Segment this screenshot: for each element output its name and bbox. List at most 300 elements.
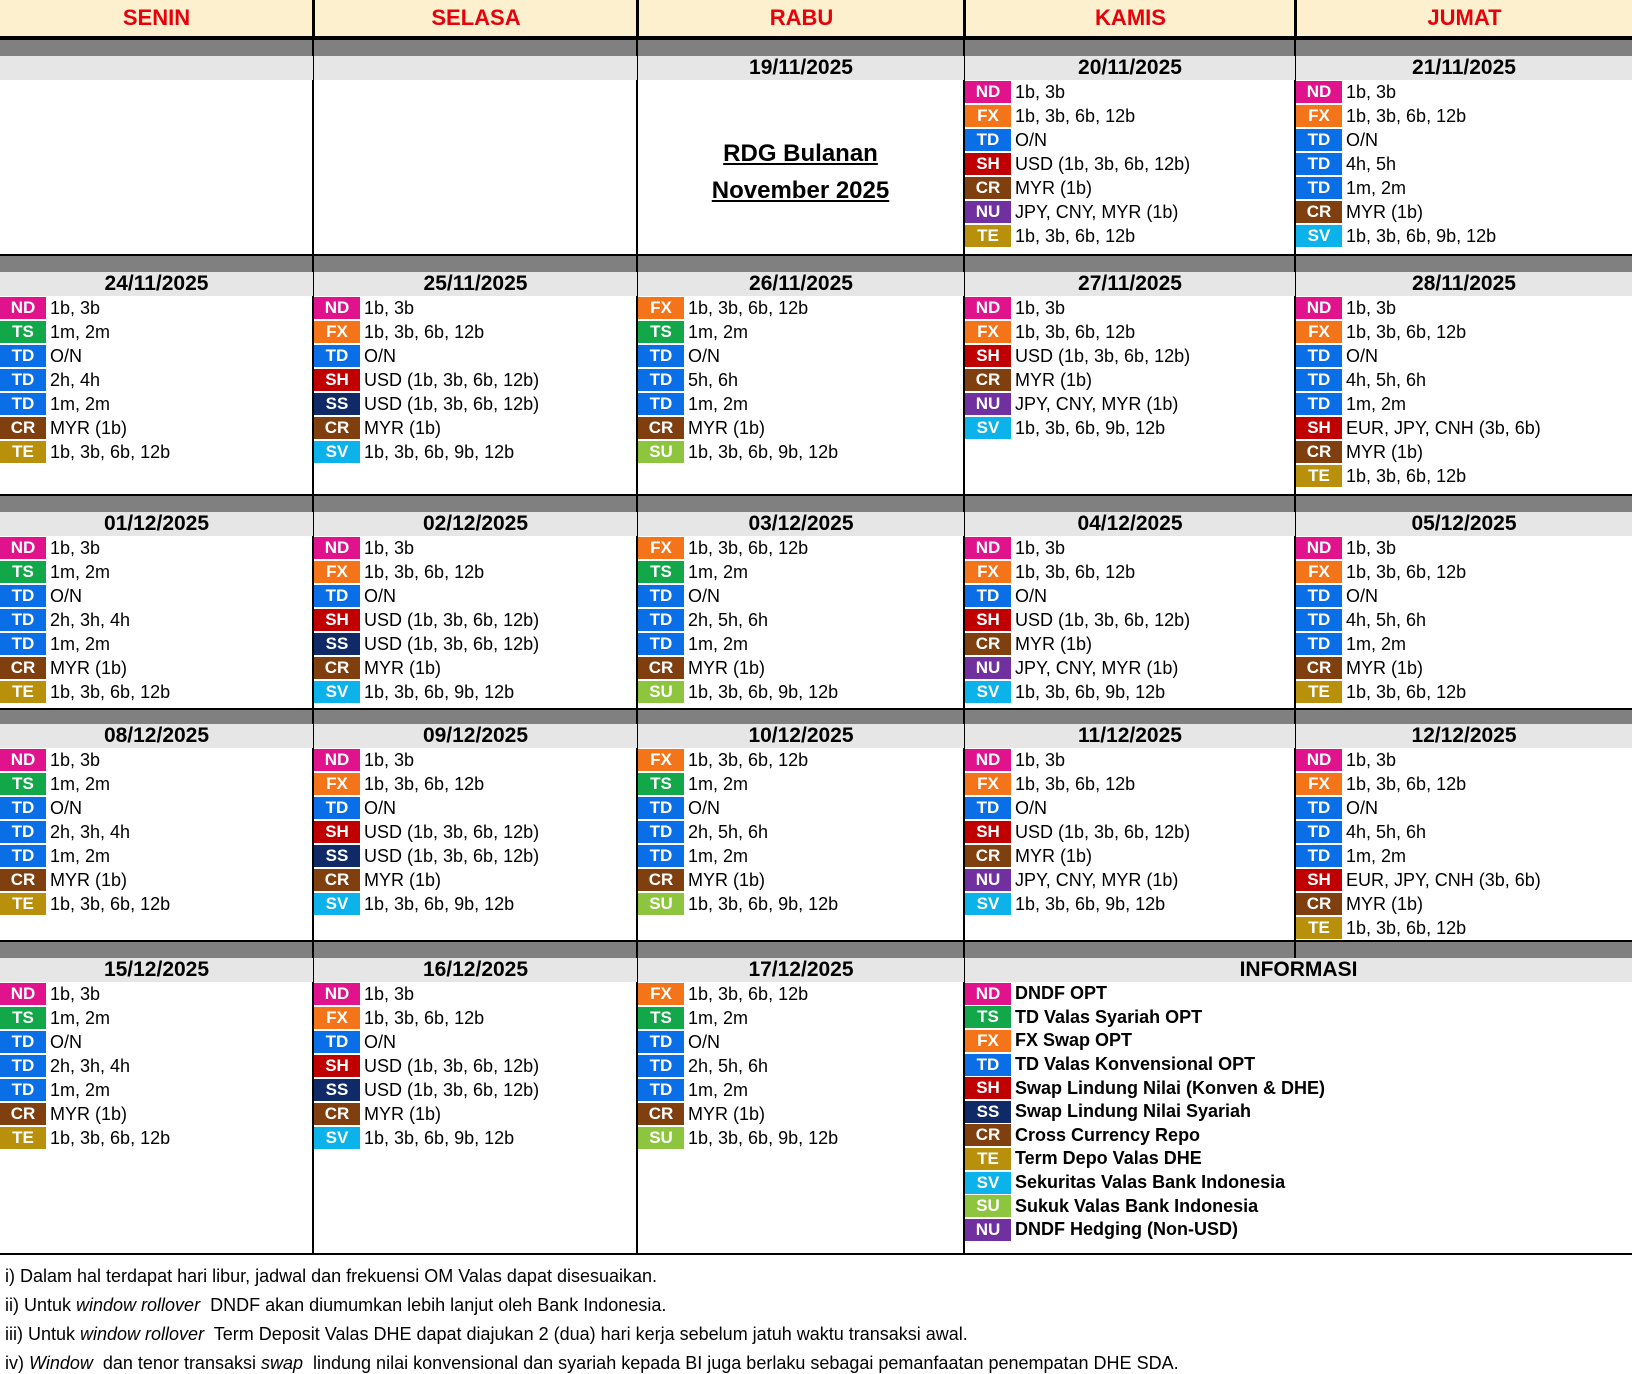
tenor-text: MYR (1b) [688, 417, 766, 438]
schedule-row [965, 656, 1295, 680]
product-code-badge: TD [314, 797, 360, 819]
schedule-row [638, 392, 964, 416]
schedule-row [0, 440, 313, 464]
schedule-row [0, 844, 313, 868]
product-code-badge: TD [1296, 177, 1342, 199]
schedule-row [638, 656, 964, 680]
product-code-badge: ND [314, 297, 360, 319]
rdg-line-1: RDG Bulanan [723, 140, 878, 167]
tenor-text: 1b, 3b, 6b, 12b [1346, 681, 1467, 702]
tenor-text: 1b, 3b, 6b, 9b, 12b [688, 681, 839, 702]
schedule-row [314, 416, 637, 440]
day-cell [0, 724, 313, 916]
date-header [314, 56, 637, 80]
product-code-badge: TD [0, 345, 46, 367]
legend-item [965, 1218, 1632, 1242]
day-cell [965, 512, 1295, 704]
schedule-row [965, 296, 1295, 320]
day-cell [638, 56, 964, 80]
schedule-row [638, 1006, 964, 1030]
legend-item [965, 1053, 1632, 1077]
legend-title: INFORMASI [965, 958, 1632, 982]
legend-item [965, 1100, 1632, 1124]
footnote-segment: i) Dalam hal terdapat hari libur, jadwal dan frekuensi OM Valas dapat disesuaikan. [5, 1266, 658, 1286]
schedule-row [314, 868, 637, 892]
product-code-badge: SV [965, 417, 1011, 439]
schedule-row [638, 608, 964, 632]
tenor-text: 1b, 3b [50, 297, 101, 318]
tenor-text: 1m, 2m [688, 1007, 749, 1028]
schedule-row [0, 982, 313, 1006]
tenor-text: 1b, 3b [50, 749, 101, 770]
schedule-row [1296, 916, 1632, 940]
week-separator [0, 708, 1632, 724]
tenor-text: 1b, 3b, 6b, 12b [50, 893, 171, 914]
product-code-badge: TE [1296, 465, 1342, 487]
product-code-badge: TD [638, 821, 684, 843]
schedule-row [638, 416, 964, 440]
product-code-badge: CR [638, 869, 684, 891]
tenor-text: 1b, 3b, 6b, 12b [1346, 105, 1467, 126]
tenor-text: 4h, 5h, 6h [1346, 369, 1427, 390]
week-separator [0, 494, 1632, 512]
product-code-badge: CR [0, 1103, 46, 1125]
tenor-text: 1b, 3b, 6b, 12b [50, 681, 171, 702]
schedule-row [1296, 584, 1632, 608]
date-header: 28/11/2025 [1296, 272, 1632, 296]
schedule-row [638, 584, 964, 608]
tenor-text: 1b, 3b, 6b, 12b [1346, 321, 1467, 342]
tenor-text: 1m, 2m [50, 773, 111, 794]
tenor-text: MYR (1b) [1015, 177, 1093, 198]
legend-item [965, 1147, 1632, 1171]
tenor-text: 1b, 3b, 6b, 12b [1346, 465, 1467, 486]
product-code-badge: FX [638, 537, 684, 559]
schedule-row [1296, 344, 1632, 368]
schedule-row [965, 80, 1295, 104]
tenor-text: 2h, 5h, 6h [688, 821, 769, 842]
schedule-row [0, 368, 313, 392]
tenor-text: 1b, 3b, 6b, 12b [688, 537, 809, 558]
product-code-badge: NU [965, 201, 1011, 223]
tenor-text: EUR, JPY, CNH (3b, 6b) [1346, 417, 1541, 438]
product-code-badge: SV [314, 441, 360, 463]
schedule-row [1296, 892, 1632, 916]
schedule-row [638, 796, 964, 820]
tenor-text: USD (1b, 3b, 6b, 12b) [364, 633, 540, 654]
tenor-text: 1m, 2m [50, 845, 111, 866]
product-code-badge: CR [0, 417, 46, 439]
product-code-badge: TD [965, 1054, 1011, 1076]
product-code-badge: ND [965, 81, 1011, 103]
product-code-badge: NU [965, 657, 1011, 679]
tenor-text: 1m, 2m [688, 845, 749, 866]
tenor-text: 1m, 2m [688, 633, 749, 654]
product-code-badge: TD [965, 129, 1011, 151]
schedule-row [314, 296, 637, 320]
date-header: 04/12/2025 [965, 512, 1295, 536]
rdg-line-2: November 2025 [711, 177, 890, 204]
product-code-badge: TD [0, 1055, 46, 1077]
day-cell [965, 56, 1295, 248]
legend-item [965, 1124, 1632, 1148]
information-legend [965, 958, 1632, 1242]
product-code-badge: SU [638, 893, 684, 915]
date-header: 20/11/2025 [965, 56, 1295, 80]
tenor-text: 2h, 3h, 4h [50, 1055, 131, 1076]
tenor-text: 1b, 3b, 6b, 9b, 12b [688, 893, 839, 914]
legend-item [965, 982, 1632, 1006]
schedule-row [1296, 820, 1632, 844]
tenor-text: 1b, 3b [364, 537, 415, 558]
product-code-badge: TE [965, 1148, 1011, 1170]
product-code-badge: CR [1296, 657, 1342, 679]
footnote-4 [5, 1349, 1179, 1374]
tenor-text: MYR (1b) [50, 869, 128, 890]
product-code-badge: CR [965, 177, 1011, 199]
tenor-text: 1b, 3b, 6b, 9b, 12b [364, 681, 515, 702]
schedule-row [965, 320, 1295, 344]
product-code-badge: SH [1296, 869, 1342, 891]
schedule-row [0, 892, 313, 916]
tenor-text: 1b, 3b [50, 537, 101, 558]
product-code-badge: FX [638, 983, 684, 1005]
schedule-row [314, 440, 637, 464]
legend-label: Term Depo Valas DHE [1015, 1148, 1202, 1169]
schedule-row [0, 560, 313, 584]
schedule-row [0, 820, 313, 844]
schedule-row [1296, 772, 1632, 796]
product-code-badge: SV [1296, 225, 1342, 247]
tenor-text: O/N [364, 797, 397, 818]
tenor-text: 1b, 3b [1346, 749, 1397, 770]
product-code-badge: FX [1296, 561, 1342, 583]
tenor-text: 1b, 3b, 6b, 9b, 12b [688, 1127, 839, 1148]
day-header-jumat: JUMAT [1295, 0, 1632, 38]
schedule-row [0, 1102, 313, 1126]
tenor-text: MYR (1b) [364, 869, 442, 890]
legend-label: Cross Currency Repo [1015, 1124, 1201, 1145]
schedule-row [0, 680, 313, 704]
tenor-text: 1b, 3b, 6b, 12b [1346, 561, 1467, 582]
schedule-row [314, 982, 637, 1006]
schedule-row [638, 1102, 964, 1126]
tenor-text: 1m, 2m [1346, 393, 1407, 414]
tenor-text: O/N [1346, 129, 1379, 150]
tenor-text: 1b, 3b, 6b, 12b [364, 773, 485, 794]
schedule-row [965, 632, 1295, 656]
day-header-senin: SENIN [0, 0, 313, 38]
product-code-badge: NU [965, 869, 1011, 891]
tenor-text: O/N [364, 585, 397, 606]
product-code-badge: TD [0, 393, 46, 415]
product-code-badge: FX [638, 749, 684, 771]
schedule-row [638, 680, 964, 704]
week-separator [0, 38, 1632, 56]
tenor-text: USD (1b, 3b, 6b, 12b) [364, 609, 540, 630]
date-header: 27/11/2025 [965, 272, 1295, 296]
product-code-badge: TE [1296, 917, 1342, 939]
legend-item [965, 1194, 1632, 1218]
tenor-text: 1m, 2m [50, 321, 111, 342]
schedule-row [314, 844, 637, 868]
schedule-row [1296, 464, 1632, 488]
schedule-row [0, 608, 313, 632]
tenor-text: MYR (1b) [688, 869, 766, 890]
day-cell [1296, 724, 1632, 940]
rdg-note [637, 135, 964, 209]
tenor-text: O/N [50, 345, 83, 366]
product-code-badge: ND [965, 297, 1011, 319]
day-cell [0, 56, 313, 80]
day-header-selasa: SELASA [313, 0, 637, 38]
tenor-text: 1b, 3b, 6b, 12b [364, 561, 485, 582]
tenor-text: O/N [1015, 797, 1048, 818]
schedule-row [0, 868, 313, 892]
product-code-badge: CR [314, 1103, 360, 1125]
tenor-text: O/N [1346, 797, 1379, 818]
legend-label: DNDF Hedging (Non-USD) [1015, 1219, 1238, 1240]
tenor-text: 1m, 2m [688, 561, 749, 582]
footnotes [5, 1262, 1179, 1374]
day-cell [314, 272, 637, 464]
tenor-text: MYR (1b) [364, 417, 442, 438]
schedule-row [1296, 536, 1632, 560]
product-code-badge: TD [0, 1079, 46, 1101]
product-code-badge: ND [314, 983, 360, 1005]
footnote-segment: dan tenor transaksi [92, 1353, 261, 1373]
schedule-row [314, 1054, 637, 1078]
tenor-text: USD (1b, 3b, 6b, 12b) [1015, 345, 1191, 366]
product-code-badge: SH [314, 369, 360, 391]
day-cell [638, 724, 964, 916]
product-code-badge: TD [638, 1079, 684, 1101]
week-separator [0, 254, 1632, 272]
tenor-text: 1b, 3b, 6b, 12b [688, 983, 809, 1004]
product-code-badge: TD [1296, 369, 1342, 391]
tenor-text: MYR (1b) [688, 1103, 766, 1124]
product-code-badge: TE [0, 681, 46, 703]
product-code-badge: FX [965, 1030, 1011, 1052]
tenor-text: MYR (1b) [1346, 201, 1424, 222]
schedule-row [638, 296, 964, 320]
product-code-badge: FX [638, 297, 684, 319]
day-cell [314, 958, 637, 1150]
schedule-row [0, 796, 313, 820]
tenor-text: 1b, 3b, 6b, 9b, 12b [688, 441, 839, 462]
schedule-row [314, 1102, 637, 1126]
tenor-text: 1b, 3b, 6b, 12b [50, 1127, 171, 1148]
schedule-row [965, 224, 1295, 248]
tenor-text: USD (1b, 3b, 6b, 12b) [1015, 609, 1191, 630]
product-code-badge: TD [1296, 585, 1342, 607]
footnote-3 [5, 1320, 1179, 1349]
date-header: 17/12/2025 [638, 958, 964, 982]
tenor-text: MYR (1b) [1346, 441, 1424, 462]
schedule-row [965, 416, 1295, 440]
legend-item [965, 1076, 1632, 1100]
tenor-text: 2h, 3h, 4h [50, 609, 131, 630]
schedule-row [965, 392, 1295, 416]
date-header: 10/12/2025 [638, 724, 964, 748]
schedule-row [314, 632, 637, 656]
tenor-text: MYR (1b) [1015, 369, 1093, 390]
schedule-row [314, 1030, 637, 1054]
tenor-text: 1b, 3b [364, 297, 415, 318]
schedule-row [1296, 224, 1632, 248]
schedule-row [314, 1006, 637, 1030]
product-code-badge: FX [965, 773, 1011, 795]
tenor-text: 2h, 3h, 4h [50, 821, 131, 842]
schedule-row [1296, 560, 1632, 584]
tenor-text: 1b, 3b, 6b, 12b [364, 321, 485, 342]
legend-label: TD Valas Konvensional OPT [1015, 1054, 1256, 1075]
product-code-badge: SS [314, 1079, 360, 1101]
product-code-badge: TD [0, 845, 46, 867]
tenor-text: 1m, 2m [688, 1079, 749, 1100]
tenor-text: 1b, 3b, 6b, 12b [1015, 561, 1136, 582]
tenor-text: USD (1b, 3b, 6b, 12b) [364, 845, 540, 866]
product-code-badge: TD [0, 821, 46, 843]
footnote-segment: iii) Untuk [5, 1324, 81, 1344]
tenor-text: 1b, 3b, 6b, 12b [1015, 105, 1136, 126]
schedule-row [638, 344, 964, 368]
product-code-badge: TD [638, 1055, 684, 1077]
tenor-text: 1m, 2m [50, 633, 111, 654]
schedule-row [314, 796, 637, 820]
day-cell [314, 56, 637, 80]
tenor-text: JPY, CNY, MYR (1b) [1015, 201, 1179, 222]
tenor-text: O/N [1015, 585, 1048, 606]
schedule-row [965, 128, 1295, 152]
schedule-row [0, 1054, 313, 1078]
schedule-row [638, 440, 964, 464]
product-code-badge: TS [638, 561, 684, 583]
tenor-text: MYR (1b) [1346, 893, 1424, 914]
tenor-text: 1b, 3b, 6b, 9b, 12b [1015, 681, 1166, 702]
schedule-row [965, 844, 1295, 868]
product-code-badge: CR [1296, 893, 1342, 915]
schedule-row [1296, 416, 1632, 440]
product-code-badge: SV [314, 893, 360, 915]
legend-label: Swap Lindung Nilai Syariah [1015, 1101, 1252, 1122]
product-code-badge: TS [965, 1006, 1011, 1028]
schedule-row [314, 892, 637, 916]
product-code-badge: TD [965, 797, 1011, 819]
product-code-badge: SV [965, 893, 1011, 915]
product-code-badge: FX [314, 321, 360, 343]
tenor-text: USD (1b, 3b, 6b, 12b) [364, 1055, 540, 1076]
tenor-text: 1m, 2m [50, 1079, 111, 1100]
day-cell [1296, 512, 1632, 704]
product-code-badge: CR [965, 1124, 1011, 1146]
product-code-badge: TE [965, 225, 1011, 247]
tenor-text: MYR (1b) [688, 657, 766, 678]
schedule-row [638, 1078, 964, 1102]
product-code-badge: FX [965, 105, 1011, 127]
tenor-text: O/N [50, 585, 83, 606]
product-code-badge: TS [0, 561, 46, 583]
schedule-row [965, 892, 1295, 916]
product-code-badge: NU [965, 1219, 1011, 1241]
product-code-badge: FX [314, 773, 360, 795]
tenor-text: JPY, CNY, MYR (1b) [1015, 657, 1179, 678]
product-code-badge: SH [965, 821, 1011, 843]
tenor-text: MYR (1b) [50, 657, 128, 678]
schedule-row [314, 560, 637, 584]
product-code-badge: FX [1296, 321, 1342, 343]
day-cell [1296, 272, 1632, 488]
tenor-text: 1b, 3b [1346, 537, 1397, 558]
tenor-text: USD (1b, 3b, 6b, 12b) [364, 393, 540, 414]
day-header-kamis: KAMIS [964, 0, 1295, 38]
tenor-text: 1b, 3b [1015, 537, 1066, 558]
schedule-row [638, 820, 964, 844]
tenor-text: JPY, CNY, MYR (1b) [1015, 869, 1179, 890]
product-code-badge: FX [965, 561, 1011, 583]
product-code-badge: SH [965, 345, 1011, 367]
date-header: 15/12/2025 [0, 958, 313, 982]
tenor-text: O/N [50, 797, 83, 818]
schedule-row [1296, 128, 1632, 152]
schedule-row [314, 748, 637, 772]
product-code-badge: TD [1296, 797, 1342, 819]
tenor-text: USD (1b, 3b, 6b, 12b) [364, 369, 540, 390]
date-header: 24/11/2025 [0, 272, 313, 296]
schedule-row [638, 560, 964, 584]
product-code-badge: CR [638, 657, 684, 679]
product-code-badge: TE [1296, 681, 1342, 703]
product-code-badge: SH [314, 821, 360, 843]
tenor-text: 1b, 3b [1015, 749, 1066, 770]
footnote-1 [5, 1262, 1179, 1291]
schedule-row [965, 344, 1295, 368]
tenor-text: 1b, 3b [1346, 297, 1397, 318]
footnote-segment: iv) [5, 1353, 29, 1373]
product-code-badge: ND [965, 983, 1011, 1005]
schedule-row [314, 680, 637, 704]
tenor-text: O/N [688, 345, 721, 366]
footnote-segment: lindung nilai konvensional dan syariah kepada BI juga berlaku sebagai pemanfaatan penempatan DHE SDA. [303, 1353, 1179, 1373]
schedule-row [314, 368, 637, 392]
legend-item [965, 1029, 1632, 1053]
product-code-badge: SU [638, 441, 684, 463]
tenor-text: O/N [688, 797, 721, 818]
product-code-badge: CR [1296, 441, 1342, 463]
product-code-badge: SV [965, 1172, 1011, 1194]
week-separator [0, 940, 1632, 958]
schedule-row [638, 772, 964, 796]
date-header: 12/12/2025 [1296, 724, 1632, 748]
schedule-row [1296, 796, 1632, 820]
tenor-text: 4h, 5h, 6h [1346, 821, 1427, 842]
footnote-segment: DNDF akan diumumkan lebih lanjut oleh Bank Indonesia. [200, 1295, 667, 1315]
schedule-row [965, 104, 1295, 128]
tenor-text: O/N [50, 1031, 83, 1052]
product-code-badge: TD [1296, 845, 1342, 867]
tenor-text: 1m, 2m [688, 773, 749, 794]
product-code-badge: SS [314, 393, 360, 415]
schedule-row [965, 608, 1295, 632]
schedule-row [1296, 152, 1632, 176]
schedule-row [1296, 844, 1632, 868]
day-cell [965, 272, 1295, 440]
product-code-badge: SS [314, 845, 360, 867]
product-code-badge: ND [1296, 749, 1342, 771]
schedule-row [1296, 104, 1632, 128]
product-code-badge: CR [314, 869, 360, 891]
schedule-row [638, 1030, 964, 1054]
